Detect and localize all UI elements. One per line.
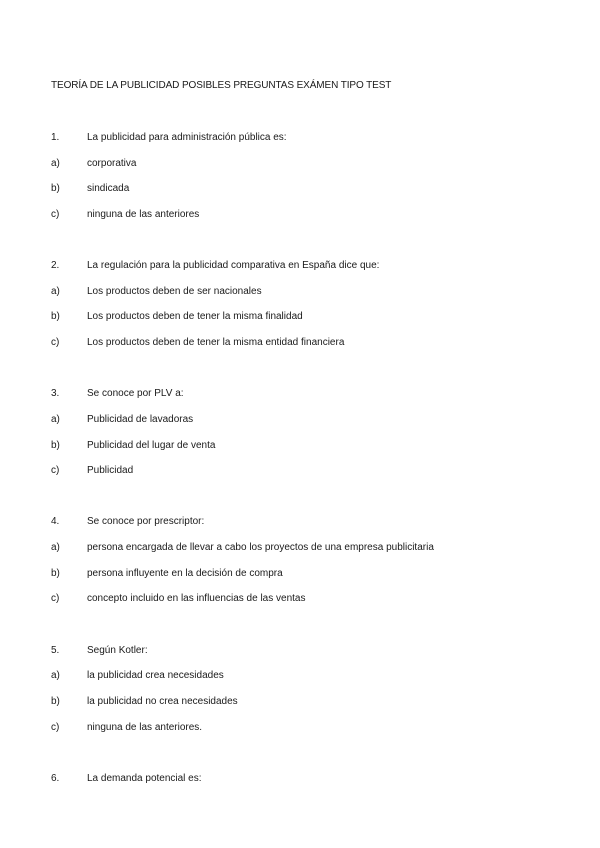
option-letter: c)	[51, 208, 60, 220]
option-text: Los productos deben de tener la misma finalidad	[87, 310, 303, 322]
option-5b	[51, 694, 238, 708]
option-text: ninguna de las anteriores.	[87, 721, 203, 733]
option-text: la publicidad no crea necesidades	[87, 695, 238, 707]
option-text: ninguna de las anteriores	[87, 208, 200, 220]
question-2	[51, 258, 379, 272]
question-number: 2.	[51, 259, 60, 271]
option-text: persona influyente en la decisión de compra	[87, 567, 283, 579]
question-4	[51, 514, 204, 528]
option-text: la publicidad crea necesidades	[87, 669, 224, 681]
option-letter: c)	[51, 336, 60, 348]
option-letter: c)	[51, 464, 60, 476]
option-letter: c)	[51, 721, 60, 733]
option-1b	[51, 181, 129, 195]
question-5	[51, 643, 148, 657]
option-4b	[51, 566, 283, 580]
option-3c	[51, 463, 133, 477]
question-1	[51, 130, 287, 144]
option-5c	[51, 720, 202, 734]
option-3b	[51, 438, 215, 452]
question-text: Se conoce por PLV a:	[87, 387, 184, 399]
option-letter: a)	[51, 669, 60, 681]
question-text: Según Kotler:	[87, 644, 148, 656]
question-text: La publicidad para administración pública es:	[87, 131, 287, 143]
question-text: Se conoce por prescriptor:	[87, 515, 205, 527]
option-4a	[51, 540, 434, 554]
question-number: 3.	[51, 387, 60, 399]
option-2b	[51, 309, 303, 323]
option-letter: a)	[51, 541, 60, 553]
option-1a	[51, 156, 136, 170]
option-letter: a)	[51, 157, 60, 169]
option-text: corporativa	[87, 157, 137, 169]
option-letter: b)	[51, 182, 60, 194]
option-text: Publicidad de lavadoras	[87, 413, 194, 425]
question-6	[51, 771, 202, 785]
option-4c	[51, 591, 305, 605]
option-letter: a)	[51, 285, 60, 297]
option-2c	[51, 335, 344, 349]
document-title: TEORÍA DE LA PUBLICIDAD POSIBLES PREGUNTAS EXÁMEN TIPO TEST	[51, 80, 392, 91]
option-text: persona encargada de llevar a cabo los proyectos de una empresa publicitaria	[87, 541, 434, 553]
question-text: La demanda potencial es:	[87, 772, 202, 784]
option-letter: b)	[51, 439, 60, 451]
question-number: 4.	[51, 515, 60, 527]
option-5a	[51, 668, 224, 682]
question-3	[51, 386, 184, 400]
option-text: Los productos deben de tener la misma entidad financiera	[87, 336, 345, 348]
option-text: Los productos deben de ser nacionales	[87, 285, 262, 297]
option-text: concepto incluido en las influencias de las ventas	[87, 592, 306, 604]
option-letter: b)	[51, 695, 60, 707]
option-letter: b)	[51, 567, 60, 579]
option-letter: c)	[51, 592, 60, 604]
option-1c	[51, 207, 199, 221]
option-2a	[51, 284, 262, 298]
option-letter: b)	[51, 310, 60, 322]
option-letter: a)	[51, 413, 60, 425]
question-number: 6.	[51, 772, 60, 784]
question-number: 1.	[51, 131, 60, 143]
option-3a	[51, 412, 193, 426]
question-number: 5.	[51, 644, 60, 656]
option-text: Publicidad del lugar de venta	[87, 439, 216, 451]
option-text: Publicidad	[87, 464, 134, 476]
question-text: La regulación para la publicidad comparativa en España dice que:	[87, 259, 380, 271]
option-text: sindicada	[87, 182, 130, 194]
